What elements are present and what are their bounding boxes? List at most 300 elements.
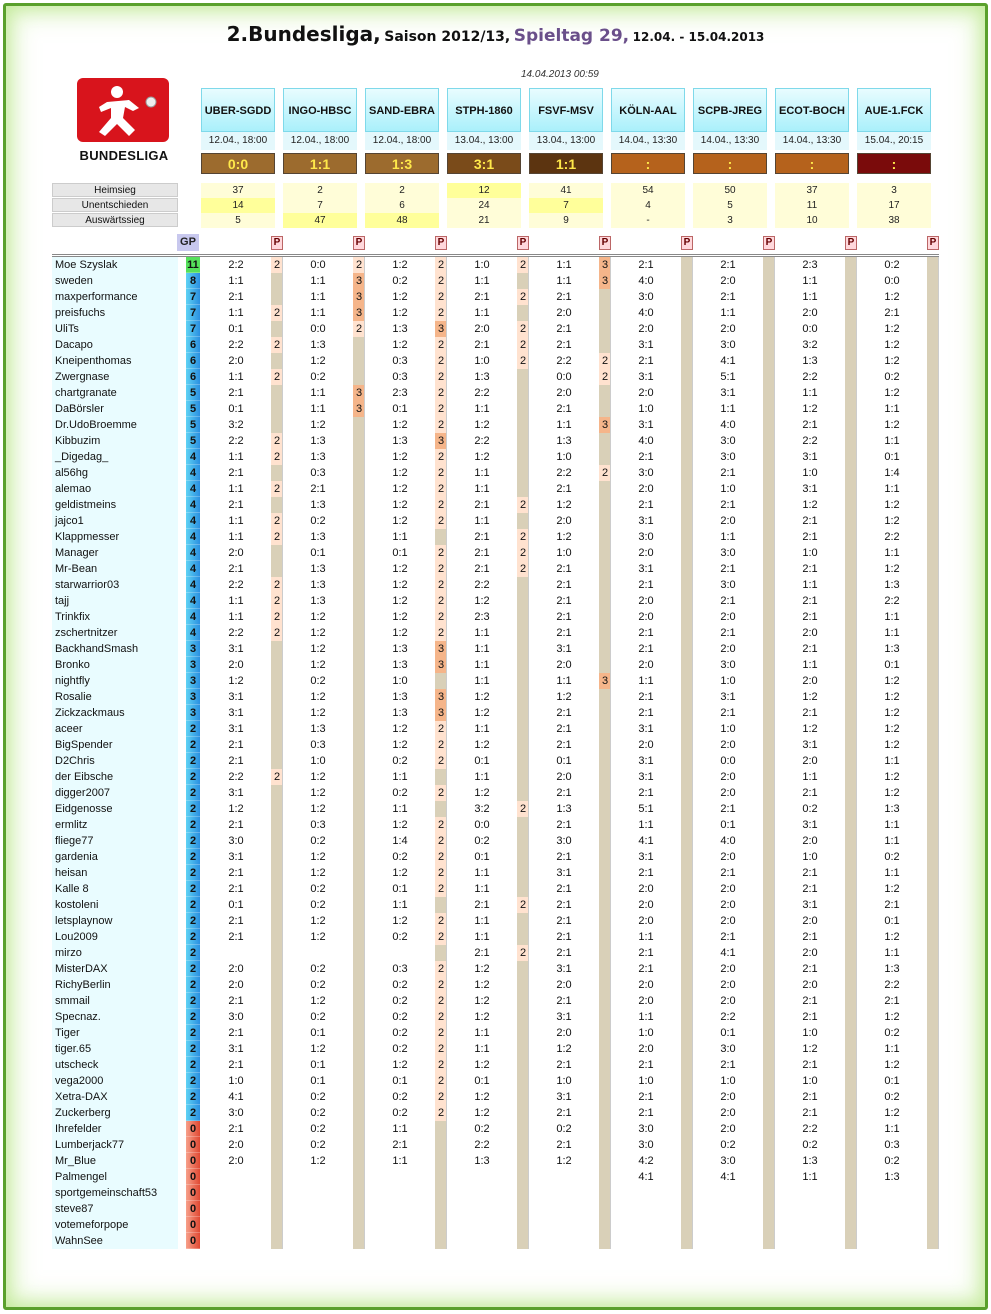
player-name[interactable]: Eidgenosse: [55, 803, 113, 815]
tip-cell: [201, 785, 283, 801]
tip-cell: [283, 849, 365, 865]
tip-value: 1:4: [392, 835, 408, 847]
tip-value: 3:1: [228, 643, 244, 655]
tip-value: 1:1: [392, 1155, 408, 1167]
tip-value: 0:2: [802, 1139, 818, 1151]
tip-cell: [365, 977, 447, 993]
tip-cell: [611, 881, 693, 897]
tip-value: 2:0: [720, 995, 736, 1007]
tip-cell: [365, 529, 447, 545]
tip-cell: [447, 1137, 529, 1153]
tip-value: 2:0: [720, 1123, 736, 1135]
tip-cell: [201, 561, 283, 577]
tip-value: 1:3: [392, 323, 408, 335]
tip-cell: [365, 497, 447, 513]
player-name[interactable]: starwarrior03: [55, 579, 120, 591]
gp-value: 4: [186, 449, 200, 465]
player-name[interactable]: Kneipenthomas: [55, 355, 132, 367]
tip-points: 3: [599, 417, 611, 433]
tip-points: 2: [435, 961, 447, 977]
player-name[interactable]: nightfly: [55, 675, 90, 687]
tip-cell: [529, 449, 611, 465]
tip-points: 2: [435, 417, 447, 433]
tip-cell: [529, 1009, 611, 1025]
match-header-5[interactable]: FSVF-MSV: [529, 88, 603, 132]
player-name[interactable]: Kalle 8: [55, 883, 89, 895]
tip-cell: [201, 593, 283, 609]
tip-value: 1:1: [474, 467, 490, 479]
player-name[interactable]: Ihrefelder: [55, 1123, 102, 1135]
player-name[interactable]: der Eibsche: [55, 771, 114, 783]
tip-cell: [283, 433, 365, 449]
match-date-1: 12.04., 18:00: [201, 132, 275, 150]
player-name[interactable]: Kibbuzim: [55, 435, 101, 447]
tip-value: 1:1: [474, 275, 490, 287]
player-name[interactable]: gardenia: [55, 851, 98, 863]
player-name[interactable]: Dr.UdoBroemme: [55, 419, 137, 431]
player-name[interactable]: jajco1: [55, 515, 84, 527]
tip-value: 1:3: [474, 371, 490, 383]
tip-value: 2:0: [720, 611, 736, 623]
tip-value: 3:1: [638, 339, 654, 351]
stat-label-1: Heimsieg: [52, 183, 178, 197]
tip-cell: [857, 257, 939, 273]
tip-value: 0:1: [474, 851, 490, 863]
tip-cell: [693, 417, 775, 433]
tip-cell: [447, 705, 529, 721]
player-name[interactable]: sportgemeinschaft53: [55, 1187, 158, 1199]
player-name[interactable]: chartgranate: [55, 387, 117, 399]
tip-cell: [201, 545, 283, 561]
tip-cell: [365, 769, 447, 785]
match-stat-3-2: 6: [365, 198, 439, 213]
tip-value: 1:2: [310, 419, 326, 431]
gp-value: 4: [186, 481, 200, 497]
tip-cell: [611, 1201, 693, 1217]
tip-cell: [447, 305, 529, 321]
tip-value: 1:3: [310, 595, 326, 607]
player-name[interactable]: alemao: [55, 483, 92, 495]
tip-value: 1:2: [474, 691, 490, 703]
player-name[interactable]: tajj: [55, 595, 70, 607]
tip-cell: [365, 881, 447, 897]
tip-cell: [529, 401, 611, 417]
tip-value: 1:0: [802, 1027, 818, 1039]
tip-value: 1:1: [474, 1027, 490, 1039]
tip-value: 3:1: [556, 643, 572, 655]
tip-value: 2:1: [474, 547, 490, 559]
tip-cell: [857, 305, 939, 321]
gp-value: 2: [186, 1105, 200, 1121]
tip-cell: [693, 913, 775, 929]
tip-value: 2:0: [720, 323, 736, 335]
tip-value: 3:2: [802, 339, 818, 351]
player-name[interactable]: Klappmesser: [55, 531, 120, 543]
tip-cell: [529, 849, 611, 865]
tip-value: 0:2: [392, 931, 408, 943]
tip-cell: [775, 833, 857, 849]
tip-cell: [693, 1169, 775, 1185]
player-name[interactable]: Bronko: [55, 659, 90, 671]
tip-value: 2:1: [556, 707, 572, 719]
tip-value: 0:2: [310, 1123, 326, 1135]
tip-value: 2:0: [638, 1043, 654, 1055]
tip-cell: [611, 1105, 693, 1121]
tip-cell: [775, 305, 857, 321]
tip-points: 3: [353, 289, 365, 305]
player-name[interactable]: Xetra-DAX: [55, 1091, 108, 1103]
tip-value: 2:0: [228, 355, 244, 367]
tip-value: 2:1: [228, 387, 244, 399]
tip-cell: [693, 705, 775, 721]
tip-cell: [611, 1041, 693, 1057]
tip-cell: [529, 273, 611, 289]
tip-cell: [365, 337, 447, 353]
tip-cell: [857, 657, 939, 673]
tip-cell: [693, 449, 775, 465]
tip-value: 1:2: [392, 467, 408, 479]
tip-cell: [775, 481, 857, 497]
tip-value: 3:0: [720, 1043, 736, 1055]
tip-cell: [529, 1169, 611, 1185]
tip-cell: [201, 673, 283, 689]
player-name[interactable]: MisterDAX: [55, 963, 108, 975]
player-name[interactable]: DaBörsler: [55, 403, 104, 415]
gp-value: 2: [186, 1089, 200, 1105]
tip-value: 1:2: [474, 739, 490, 751]
gp-value: 0: [186, 1153, 200, 1169]
tip-value: 2:0: [802, 835, 818, 847]
tip-value: 1:2: [884, 1011, 900, 1023]
tip-value: 1:1: [474, 675, 490, 687]
tip-value: 0:0: [310, 259, 326, 271]
match-header-1[interactable]: UBER-SGDD: [201, 88, 275, 132]
player-name[interactable]: Palmengel: [55, 1171, 107, 1183]
tip-cell: [365, 785, 447, 801]
tip-value: 0:0: [720, 755, 736, 767]
tip-value: 2:0: [802, 675, 818, 687]
player-name[interactable]: Moe Szyslak: [55, 259, 118, 271]
tip-value: 2:2: [884, 531, 900, 543]
player-name[interactable]: maxperformance: [55, 291, 138, 303]
tip-cell: [693, 673, 775, 689]
player-name[interactable]: Lou2009: [55, 931, 98, 943]
tip-value: 1:2: [392, 819, 408, 831]
tip-cell: [201, 1185, 283, 1201]
tip-cell: [529, 865, 611, 881]
match-score-9: :: [857, 153, 931, 174]
tip-cell: [857, 433, 939, 449]
tip-value: 1:1: [474, 643, 490, 655]
tip-cell: [201, 513, 283, 529]
player-name[interactable]: Dacapo: [55, 339, 93, 351]
player-name[interactable]: heisan: [55, 867, 88, 879]
gp-value: 4: [186, 593, 200, 609]
tip-value: 0:0: [474, 819, 490, 831]
tip-cell: [857, 1121, 939, 1137]
player-name[interactable]: votemeforpope: [55, 1219, 129, 1231]
tip-value: 1:2: [884, 707, 900, 719]
player-name[interactable]: letsplaynow: [55, 915, 113, 927]
player-name[interactable]: UliTs: [55, 323, 79, 335]
tip-points: 3: [599, 273, 611, 289]
tip-value: 4:1: [638, 1171, 654, 1183]
gp-value: 8: [186, 273, 200, 289]
player-name[interactable]: BackhandSmash: [55, 643, 139, 655]
tip-cell: [529, 817, 611, 833]
tip-cell: [775, 881, 857, 897]
tip-value: 1:3: [392, 659, 408, 671]
points-header-4: P: [517, 236, 529, 250]
tip-value: 0:2: [310, 1091, 326, 1103]
tip-points: 2: [435, 929, 447, 945]
tip-value: 0:2: [310, 883, 326, 895]
tip-cell: [447, 993, 529, 1009]
player-name[interactable]: Zuckerberg: [55, 1107, 111, 1119]
tip-cell: [857, 545, 939, 561]
tip-value: 2:0: [638, 883, 654, 895]
player-name[interactable]: WahnSee: [55, 1235, 103, 1247]
tip-cell: [283, 353, 365, 369]
tip-points: 2: [435, 465, 447, 481]
match-date-8: 14.04., 13:30: [775, 132, 849, 150]
player-name[interactable]: D2Chris: [55, 755, 95, 767]
player-name[interactable]: al56hg: [55, 467, 89, 479]
tip-cell: [447, 1185, 529, 1201]
tip-cell: [529, 1105, 611, 1121]
tip-value: 1:1: [474, 867, 490, 879]
tip-cell: [611, 401, 693, 417]
tip-cell: [611, 929, 693, 945]
player-name[interactable]: steve87: [55, 1203, 94, 1215]
gp-value: 0: [186, 1137, 200, 1153]
tip-cell: [611, 513, 693, 529]
tip-cell: [693, 849, 775, 865]
tip-cell: [447, 1073, 529, 1089]
tip-cell: [283, 1073, 365, 1089]
player-name[interactable]: mirzo: [55, 947, 82, 959]
tip-value: 2:1: [802, 1091, 818, 1103]
tip-cell: [693, 337, 775, 353]
player-name[interactable]: aceer: [55, 723, 83, 735]
tip-value: 2:2: [474, 1139, 490, 1151]
tip-value: 1:2: [392, 419, 408, 431]
tip-value: 1:2: [884, 883, 900, 895]
match-stat-1-2: 14: [201, 198, 275, 213]
logo-text: BUNDESLIGA: [79, 148, 169, 163]
tip-cell: [857, 881, 939, 897]
tip-cell: [201, 657, 283, 673]
tip-cell: [283, 305, 365, 321]
tip-value: 2:1: [556, 339, 572, 351]
tip-value: 1:2: [392, 515, 408, 527]
player-name[interactable]: sweden: [55, 275, 93, 287]
tip-cell: [693, 1217, 775, 1233]
tip-cell: [447, 641, 529, 657]
tip-value: 2:2: [228, 627, 244, 639]
player-name[interactable]: _Digedag_: [55, 451, 109, 463]
tip-cell: [529, 961, 611, 977]
tip-points: 2: [599, 465, 611, 481]
tip-value: 0:0: [802, 323, 818, 335]
match-header-8[interactable]: ECOT-BOCH: [775, 88, 849, 132]
match-stat-2-2: 7: [283, 198, 357, 213]
tip-cell: [447, 721, 529, 737]
player-name[interactable]: Mr_Blue: [55, 1155, 96, 1167]
gp-value: 3: [186, 689, 200, 705]
tip-value: 2:2: [228, 771, 244, 783]
match-stat-6-1: 54: [611, 183, 685, 198]
tip-value: 3:1: [638, 755, 654, 767]
match-header-6[interactable]: KÖLN-AAL: [611, 88, 685, 132]
tip-value: 0:2: [310, 1139, 326, 1151]
tip-cell: [693, 545, 775, 561]
tip-cell: [529, 785, 611, 801]
tip-points: 2: [517, 897, 529, 913]
tip-value: 1:1: [228, 515, 244, 527]
tip-points: 2: [435, 977, 447, 993]
player-name[interactable]: zschertnitzer: [55, 627, 118, 639]
player-name[interactable]: Rosalie: [55, 691, 92, 703]
tip-cell: [857, 945, 939, 961]
player-name[interactable]: BigSpender: [55, 739, 113, 751]
player-name[interactable]: Mr-Bean: [55, 563, 98, 575]
tip-cell: [365, 1185, 447, 1201]
tip-cell: [529, 657, 611, 673]
tip-cell: [529, 929, 611, 945]
match-header-3[interactable]: SAND-EBRA: [365, 88, 439, 132]
player-name[interactable]: smmail: [55, 995, 90, 1007]
tip-value: 2:1: [638, 579, 654, 591]
tip-cell: [857, 609, 939, 625]
tip-cell: [775, 673, 857, 689]
player-name[interactable]: tiger.65: [55, 1043, 92, 1055]
tip-cell: [611, 753, 693, 769]
tip-cell: [857, 401, 939, 417]
tip-value: 2:0: [638, 739, 654, 751]
tip-cell: [775, 321, 857, 337]
match-stat-4-1: 12: [447, 183, 521, 198]
tip-cell: [529, 385, 611, 401]
tip-cell: [447, 353, 529, 369]
tip-value: 1:2: [392, 451, 408, 463]
player-name[interactable]: Trinkfix: [55, 611, 91, 623]
tip-cell: [283, 689, 365, 705]
player-name[interactable]: digger2007: [55, 787, 111, 799]
tip-cell: [447, 897, 529, 913]
tip-cell: [365, 657, 447, 673]
tip-cell: [201, 1121, 283, 1137]
bundesliga-logo: [74, 78, 174, 173]
tip-cell: [201, 273, 283, 289]
tip-cell: [365, 305, 447, 321]
player-name[interactable]: Lumberjack77: [55, 1139, 125, 1151]
match-header-7[interactable]: SCPB-JREG: [693, 88, 767, 132]
tip-cell: [283, 817, 365, 833]
player-name[interactable]: Manager: [55, 547, 99, 559]
tip-cell: [611, 545, 693, 561]
gp-value: 0: [186, 1233, 200, 1249]
tip-value: 2:1: [720, 467, 736, 479]
player-name[interactable]: vega2000: [55, 1075, 104, 1087]
match-header-2[interactable]: INGO-HBSC: [283, 88, 357, 132]
tip-cell: [283, 273, 365, 289]
tip-value: 3:1: [802, 819, 818, 831]
tip-cell: [447, 801, 529, 817]
tip-value: 2:2: [720, 1011, 736, 1023]
player-name[interactable]: geldistmeins: [55, 499, 117, 511]
tip-value: 2:1: [556, 1059, 572, 1071]
tip-cell: [857, 785, 939, 801]
tip-cell: [201, 481, 283, 497]
tip-value: 0:2: [310, 963, 326, 975]
tip-cell: [775, 689, 857, 705]
tip-value: 3:1: [638, 371, 654, 383]
player-name[interactable]: preisfuchs: [55, 307, 106, 319]
tip-cell: [447, 817, 529, 833]
match-stat-8-3: 10: [775, 213, 849, 228]
tip-cell: [529, 993, 611, 1009]
tip-value: 1:2: [310, 707, 326, 719]
tip-cell: [365, 689, 447, 705]
tip-value: 2:2: [228, 435, 244, 447]
match-header-4[interactable]: STPH-1860: [447, 88, 521, 132]
tip-cell: [365, 289, 447, 305]
tip-cell: [611, 1185, 693, 1201]
player-name[interactable]: Specnaz.: [55, 1011, 101, 1023]
match-header-9[interactable]: AUE-1.FCK: [857, 88, 931, 132]
tip-cell: [611, 385, 693, 401]
tip-cell: [693, 897, 775, 913]
tip-value: 2:0: [638, 915, 654, 927]
tip-value: 1:1: [884, 435, 900, 447]
tip-value: 1:1: [474, 483, 490, 495]
tip-value: 1:1: [228, 371, 244, 383]
tip-cell: [611, 865, 693, 881]
tip-value: 0:2: [884, 1027, 900, 1039]
tip-value: 1:2: [392, 627, 408, 639]
tip-value: 2:1: [638, 707, 654, 719]
tip-points: 2: [517, 337, 529, 353]
player-name[interactable]: Zickzackmaus: [55, 707, 125, 719]
tip-cell: [857, 417, 939, 433]
match-stat-5-3: 9: [529, 213, 603, 228]
tip-cell: [529, 801, 611, 817]
tip-cell: [693, 961, 775, 977]
tip-value: 1:2: [310, 1155, 326, 1167]
player-name[interactable]: ermlitz: [55, 819, 88, 831]
tip-cell: [365, 945, 447, 961]
tip-value: 0:1: [884, 451, 900, 463]
player-name[interactable]: utscheck: [55, 1059, 99, 1071]
player-name[interactable]: Tiger: [55, 1027, 80, 1039]
tip-cell: [857, 593, 939, 609]
points-header-8: P: [845, 236, 857, 250]
player-name[interactable]: Zwergnase: [55, 371, 110, 383]
tip-cell: [857, 1201, 939, 1217]
player-name[interactable]: kostoleni: [55, 899, 99, 911]
tip-cell: [529, 337, 611, 353]
tip-cell: [693, 353, 775, 369]
tip-cell: [611, 369, 693, 385]
tip-value: 0:0: [556, 371, 572, 383]
player-name[interactable]: fliege77: [55, 835, 94, 847]
player-name[interactable]: RichyBerlin: [55, 979, 111, 991]
tip-cell: [201, 1025, 283, 1041]
tip-cell: [201, 1217, 283, 1233]
tip-value: 1:2: [392, 595, 408, 607]
tip-cell: [201, 625, 283, 641]
